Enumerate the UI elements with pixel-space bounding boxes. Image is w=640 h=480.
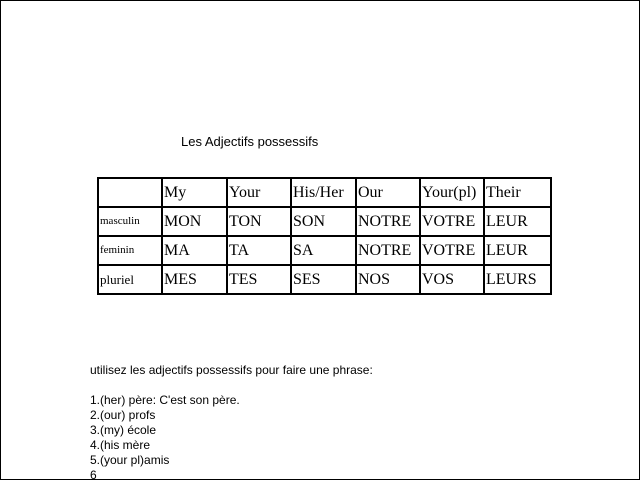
- table-cell: TON: [227, 207, 291, 236]
- exercise-prompt: utilisez les adjectifs possessifs pour faire une phrase:: [90, 363, 373, 377]
- header-cell-your: Your: [227, 178, 291, 207]
- table-cell: LEUR: [484, 236, 551, 265]
- header-cell-empty: [98, 178, 162, 207]
- table-cell: VOTRE: [420, 236, 484, 265]
- row-label-feminin: feminin: [98, 236, 162, 265]
- exercise-instructions: [90, 363, 373, 480]
- header-cell-your-pl: Your(pl): [420, 178, 484, 207]
- table-row-pluriel: [98, 265, 551, 294]
- table-cell: SA: [291, 236, 356, 265]
- table-cell: SES: [291, 265, 356, 294]
- table-cell: MA: [162, 236, 227, 265]
- table-cell: NOS: [356, 265, 420, 294]
- table-row-masculin: [98, 207, 551, 236]
- exercise-item: 3.(my) école: [90, 423, 157, 437]
- table-header-row: [98, 178, 551, 207]
- header-cell-our: Our: [356, 178, 420, 207]
- table-row-feminin: [98, 236, 551, 265]
- header-cell-my: My: [162, 178, 227, 207]
- exercise-item: 6: [90, 468, 97, 480]
- exercise-item: 2.(our) profs: [90, 408, 156, 422]
- header-cell-his-her: His/Her: [291, 178, 356, 207]
- table-cell: TES: [227, 265, 291, 294]
- table-cell: NOTRE: [356, 236, 420, 265]
- table-cell: NOTRE: [356, 207, 420, 236]
- table-cell: LEURS: [484, 265, 551, 294]
- exercise-item: 5.(your pl)amis: [90, 453, 170, 467]
- possessive-adjectives-table: [97, 177, 552, 295]
- table-cell: VOS: [420, 265, 484, 294]
- table-cell: VOTRE: [420, 207, 484, 236]
- row-label-masculin: masculin: [98, 207, 162, 236]
- table-cell: SON: [291, 207, 356, 236]
- spacer: [90, 378, 373, 393]
- row-label-pluriel: pluriel: [98, 265, 162, 294]
- table-cell: TA: [227, 236, 291, 265]
- exercise-item: 4.(his mère: [90, 438, 151, 452]
- page-title: Les Adjectifs possessifs: [181, 134, 319, 149]
- header-cell-their: Their: [484, 178, 551, 207]
- table-cell: LEUR: [484, 207, 551, 236]
- exercise-item: 1.(her) père: C'est son père.: [90, 393, 240, 407]
- table-cell: MON: [162, 207, 227, 236]
- table-cell: MES: [162, 265, 227, 294]
